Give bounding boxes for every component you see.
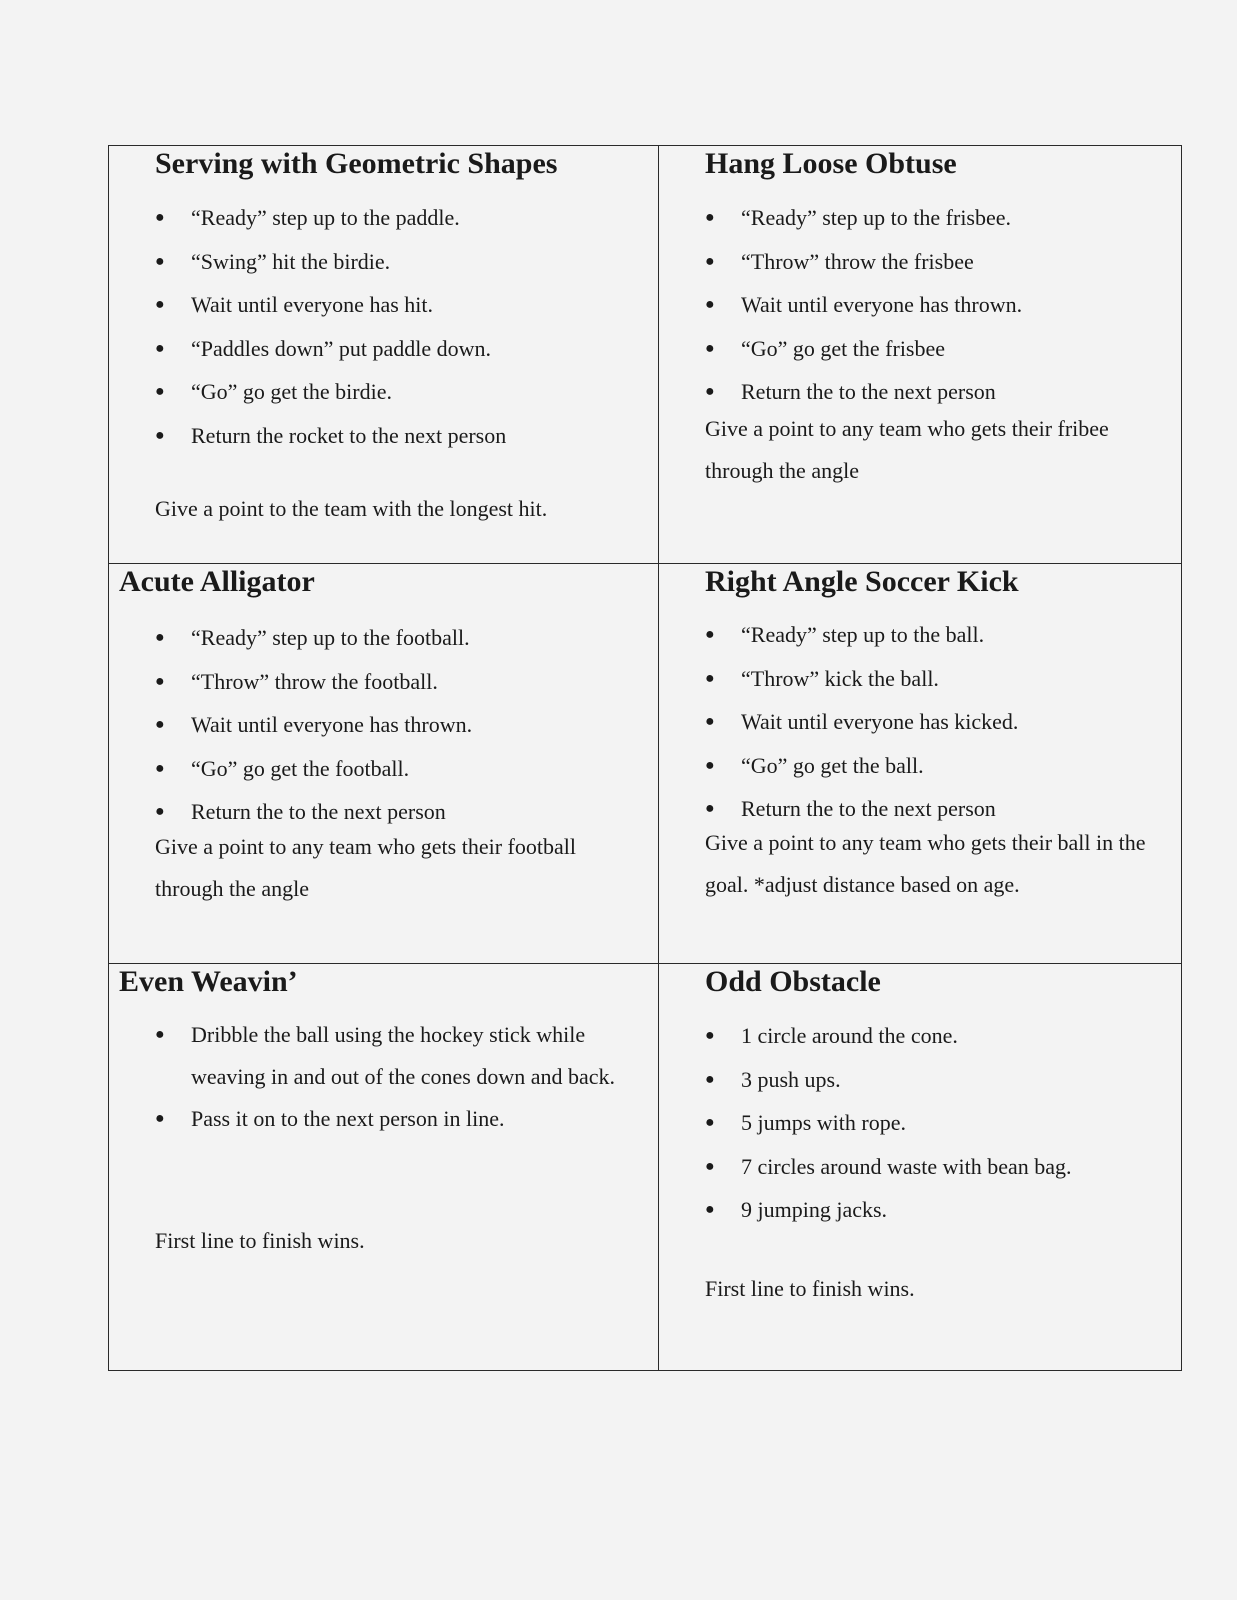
list-item: ● 3 push ups.: [705, 1058, 1161, 1102]
list-item: ● Dribble the ball using the hockey stick while weaving in and out of the cones down and back.: [155, 1014, 634, 1097]
scoring-note: Give a point to any team who gets their football through the angle: [155, 834, 576, 901]
list-item: ● “Throw” throw the football.: [155, 660, 638, 704]
bullet-icon: ●: [705, 626, 715, 643]
activity-title: Hang Loose Obtuse: [705, 147, 957, 180]
bullet-icon: ●: [705, 383, 715, 400]
list-item: ● 5 jumps with rope.: [705, 1101, 1161, 1145]
activity-card-odd-obstacle: [659, 964, 1181, 1370]
activity-card-hang-loose: [659, 146, 1181, 564]
instruction-list: [155, 196, 638, 457]
activity-title: Serving with Geometric Shapes: [155, 147, 558, 180]
scoring-note: Give a point to any team who gets their ball in the goal. *adjust distance based on age.: [705, 830, 1146, 897]
activity-title: Right Angle Soccer Kick: [705, 565, 1019, 598]
bullet-icon: ●: [705, 669, 715, 687]
bullet-icon: ●: [705, 339, 715, 357]
list-item: ● Return the to the next person: [155, 790, 638, 834]
bullet-icon: ●: [155, 426, 165, 444]
instruction-list: [155, 1014, 634, 1141]
list-item: ● “Go” go get the football.: [155, 747, 638, 791]
bullet-icon: ●: [705, 296, 715, 313]
bullet-icon: ●: [155, 759, 165, 777]
list-item: ● 7 circles around waste with bean bag.: [705, 1145, 1161, 1189]
bullet-icon: ●: [705, 800, 715, 817]
scoring-note: Give a point to the team with the longest hit.: [155, 496, 548, 521]
instruction-list: [705, 613, 1161, 831]
instruction-list: [155, 616, 638, 834]
bullet-icon: ●: [155, 209, 165, 226]
bullet-icon: ●: [155, 339, 165, 357]
list-item: ● Return the to the next person: [705, 787, 1161, 831]
bullet-icon: ●: [155, 716, 165, 733]
activity-title: Odd Obstacle: [705, 965, 881, 998]
list-item: ● “Ready” step up to the ball.: [705, 613, 1161, 657]
list-item: ● Wait until everyone has thrown.: [155, 703, 638, 747]
list-item: ● Wait until everyone has thrown.: [705, 283, 1161, 327]
list-item: ● Return the rocket to the next person: [155, 414, 638, 458]
bullet-icon: ●: [155, 1026, 165, 1043]
activity-grid: [108, 145, 1182, 1371]
list-item: ● 9 jumping jacks.: [705, 1188, 1161, 1232]
list-item: ● Pass it on to the next person in line.: [155, 1097, 634, 1141]
activity-card-right-angle: [659, 564, 1181, 964]
list-item: ● “Throw” throw the frisbee: [705, 240, 1161, 284]
bullet-icon: ●: [155, 252, 165, 270]
bullet-icon: ●: [705, 1027, 715, 1044]
bullet-icon: ●: [155, 629, 165, 646]
bullet-icon: ●: [705, 756, 715, 774]
scoring-note: First line to finish wins.: [705, 1276, 915, 1301]
bullet-icon: ●: [155, 296, 165, 313]
bullet-icon: ●: [705, 1157, 715, 1175]
list-item: ● 1 circle around the cone.: [705, 1014, 1161, 1058]
list-item: ● “Ready” step up to the paddle.: [155, 196, 638, 240]
list-item: ● Wait until everyone has hit.: [155, 283, 638, 327]
scoring-note: First line to finish wins.: [155, 1228, 365, 1253]
bullet-icon: ●: [705, 1201, 715, 1218]
scoring-note: Give a point to any team who gets their fribee through the angle: [705, 416, 1109, 483]
bullet-icon: ●: [155, 383, 165, 400]
bullet-icon: ●: [155, 803, 165, 820]
bullet-icon: ●: [705, 209, 715, 226]
list-item: ● “Go” go get the ball.: [705, 744, 1161, 788]
activity-title: Even Weavin’: [119, 965, 298, 998]
bullet-icon: ●: [155, 1110, 165, 1127]
activity-card-even-weavin: [109, 964, 659, 1370]
bullet-icon: ●: [705, 252, 715, 270]
activity-title: Acute Alligator: [119, 565, 315, 598]
list-item: ● Wait until everyone has kicked.: [705, 700, 1161, 744]
bullet-icon: ●: [705, 1114, 715, 1131]
list-item: ● “Paddles down” put paddle down.: [155, 327, 638, 371]
list-item: ● “Throw” kick the ball.: [705, 657, 1161, 701]
instruction-list: [705, 196, 1161, 414]
list-item: ● “Ready” step up to the frisbee.: [705, 196, 1161, 240]
list-item: ● Return the to the next person: [705, 370, 1161, 414]
list-item: ● “Swing” hit the birdie.: [155, 240, 638, 284]
list-item: ● “Go” go get the birdie.: [155, 370, 638, 414]
list-item: ● “Ready” step up to the football.: [155, 616, 638, 660]
bullet-icon: ●: [705, 713, 715, 730]
instruction-list: [705, 1014, 1161, 1232]
bullet-icon: ●: [705, 1070, 715, 1088]
activity-card-serving: [109, 146, 659, 564]
list-item: ● “Go” go get the frisbee: [705, 327, 1161, 371]
activity-card-acute-alligator: [109, 564, 659, 964]
bullet-icon: ●: [155, 672, 165, 690]
